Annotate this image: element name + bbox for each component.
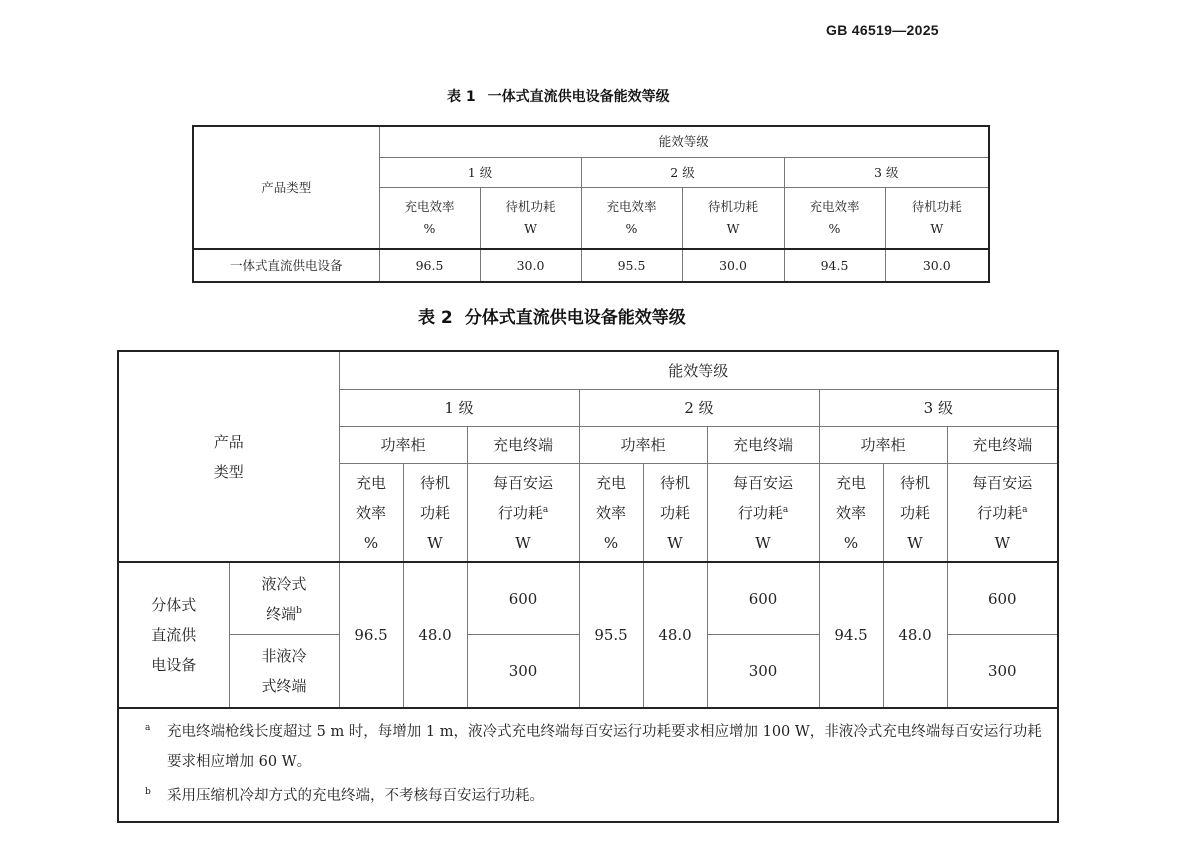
t2-cell: 300: [467, 635, 579, 709]
table2-caption: [418, 303, 686, 328]
t1-grade-header: 能效等级: [379, 126, 989, 158]
t1-col-eff-g3: 充电效率 %: [784, 188, 885, 250]
t1-cell: 30.0: [682, 249, 784, 282]
t2-cell: 95.5: [579, 562, 643, 708]
t2-col-run: 每百安运 行功耗$^a$ W: [707, 464, 819, 563]
t2-cell: 48.0: [883, 562, 947, 708]
t2-sub-cabinet: 功率柜: [819, 427, 947, 464]
t2-grade-3: 3 级: [819, 390, 1058, 427]
table1-caption: [447, 86, 670, 106]
t1-col-standby-g3: 待机功耗 W: [885, 188, 989, 250]
t2-col-eff: 充电 效率 %: [339, 464, 403, 563]
t2-col-standby: 待机 功耗 W: [403, 464, 467, 563]
t2-sub-cabinet: 功率柜: [579, 427, 707, 464]
t1-product-type-header: 产品类型: [193, 126, 379, 249]
t2-grade-2: 2 级: [579, 390, 819, 427]
t2-liquid-label: 液冷式 终端$^b$: [229, 562, 339, 635]
t2-cell: 300: [947, 635, 1058, 709]
t2-cell: 48.0: [643, 562, 707, 708]
t1-col-standby-g2: 待机功耗 W: [682, 188, 784, 250]
t1-row-label: 一体式直流供电设备: [193, 249, 379, 282]
t2-cell: 94.5: [819, 562, 883, 708]
t2-sub-terminal: 充电终端: [707, 427, 819, 464]
t2-col-run: 每百安运 行功耗$^a$ W: [947, 464, 1058, 563]
footnote-text: 充电终端枪线长度超过 5 m 时，每增加 1 m，液冷式充电终端每百安运行功耗要求相应增加 100 W，非液冷式充电终端每百安运行功耗要求相应增加 60 W。: [167, 724, 1042, 770]
t2-cell: 300: [707, 635, 819, 709]
t1-col-eff-g1: 充电效率 %: [379, 188, 480, 250]
t2-cell: 600: [467, 562, 579, 635]
t1-cell: 30.0: [885, 249, 989, 282]
table1-caption-number: 表 1: [447, 89, 476, 105]
t1-grade-1: 1 级: [379, 158, 581, 188]
t2-col-eff: 充电 效率 %: [819, 464, 883, 563]
t2-cell: 600: [707, 562, 819, 635]
table1: [192, 125, 990, 283]
t2-footnotes: [118, 708, 1058, 822]
t2-group-label: 分体式 直流供 电设备: [118, 562, 229, 708]
t2-product-type-header: 产品 类型: [118, 351, 339, 562]
t2-grade-header: 能效等级: [339, 351, 1058, 390]
t2-col-standby: 待机 功耗 W: [643, 464, 707, 563]
t2-cell: 600: [947, 562, 1058, 635]
table1-caption-title: 一体式直流供电设备能效等级: [487, 89, 670, 105]
t1-cell: 96.5: [379, 249, 480, 282]
t2-sub-cabinet: 功率柜: [339, 427, 467, 464]
table2-caption-number: 表 2: [418, 308, 453, 328]
t2-cell: 48.0: [403, 562, 467, 708]
t1-grade-3: 3 级: [784, 158, 989, 188]
t2-cell: 96.5: [339, 562, 403, 708]
t1-cell: 30.0: [480, 249, 581, 282]
t1-cell: 95.5: [581, 249, 682, 282]
footnote-a: [145, 717, 1045, 777]
t1-col-standby-g1: 待机功耗 W: [480, 188, 581, 250]
t2-sub-terminal: 充电终端: [467, 427, 579, 464]
footnote-marker: b: [145, 787, 151, 797]
t2-grade-1: 1 级: [339, 390, 579, 427]
footnote-marker: a: [145, 723, 151, 733]
t2-col-run: 每百安运 行功耗$^a$ W: [467, 464, 579, 563]
table2-caption-title: 分体式直流供电设备能效等级: [464, 308, 686, 328]
footnote-text: 采用压缩机冷却方式的充电终端，不考核每百安运行功耗。: [167, 788, 544, 804]
t1-cell: 94.5: [784, 249, 885, 282]
t2-col-standby: 待机 功耗 W: [883, 464, 947, 563]
table2: [117, 350, 1059, 823]
footnote-b: [145, 781, 1045, 811]
t2-sub-terminal: 充电终端: [947, 427, 1058, 464]
t2-nonliquid-label: 非液冷 式终端: [229, 635, 339, 709]
t1-col-eff-g2: 充电效率 %: [581, 188, 682, 250]
standard-code: GB 46519—2025: [826, 22, 939, 38]
t2-col-eff: 充电 效率 %: [579, 464, 643, 563]
t1-grade-2: 2 级: [581, 158, 784, 188]
